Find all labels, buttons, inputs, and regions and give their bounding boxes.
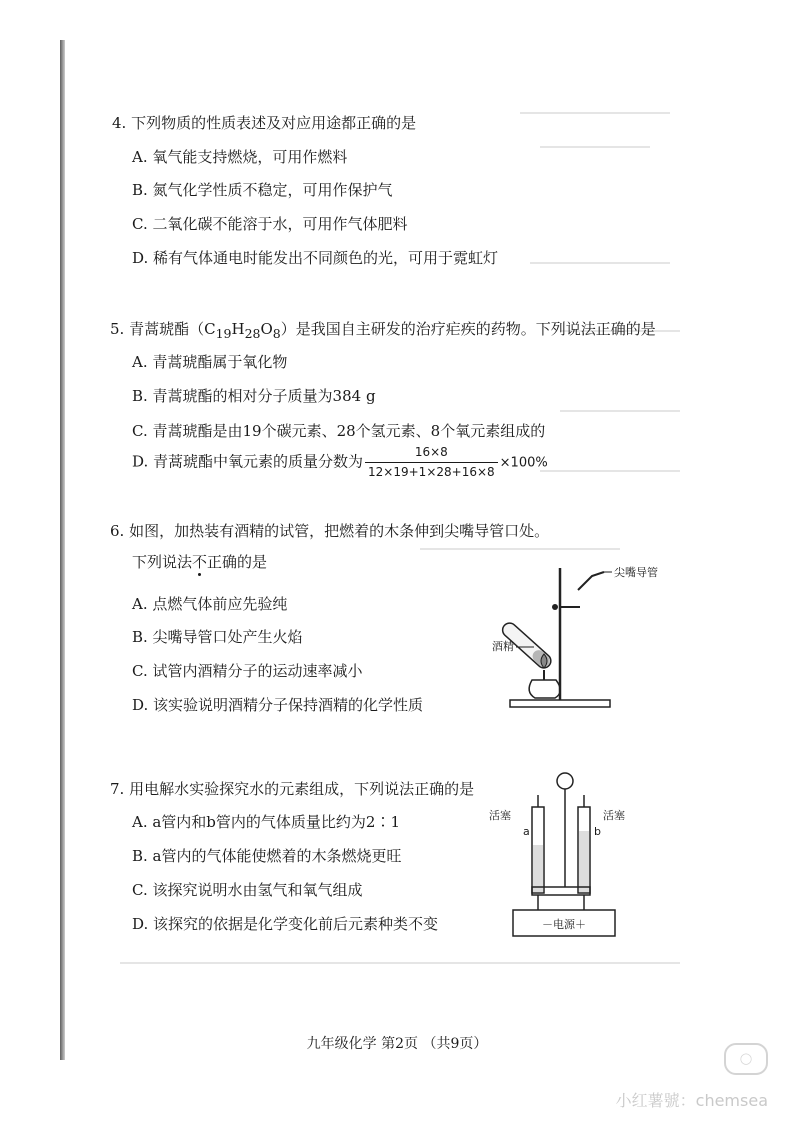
label-stopcock-right: 活塞 bbox=[603, 809, 625, 822]
bleed-through-mark bbox=[420, 548, 620, 550]
formula-subscript: 19 bbox=[215, 326, 232, 341]
bleed-through-mark bbox=[540, 470, 680, 472]
question-4-option-a: A. 氧气能支持燃烧，可用作燃料 bbox=[132, 148, 348, 166]
question-4-option-c: C. 二氧化碳不能溶于水，可用作气体肥料 bbox=[132, 215, 408, 233]
question-7-option-c: C. 该探究说明水由氢气和氧气组成 bbox=[132, 881, 363, 899]
question-4-option-d: D. 稀有气体通电时能发出不同颜色的光，可用于霓虹灯 bbox=[132, 249, 499, 267]
question-5-stem-before: 5. 青蒿琥酯（C bbox=[110, 320, 216, 338]
question-6-stem-line2 bbox=[132, 552, 267, 572]
label-tube-b: b bbox=[594, 825, 601, 838]
clamp-screw bbox=[552, 604, 558, 610]
fraction-denominator: 12×19+1×28+16×8 bbox=[365, 462, 498, 481]
stand-base bbox=[510, 700, 610, 707]
bleed-through-mark bbox=[520, 112, 670, 114]
formula-element: O bbox=[260, 320, 273, 338]
formula-subscript: 8 bbox=[272, 326, 281, 341]
alcohol-lamp bbox=[529, 680, 560, 698]
page-footer: 九年级化学 第2页 （共9页） bbox=[306, 1036, 488, 1052]
question-4-stem: 4. 下列物质的性质表述及对应用途都正确的是 bbox=[112, 114, 417, 132]
bleed-through-mark bbox=[560, 410, 680, 412]
question-6-option-b: B. 尖嘴导管口处产生火焰 bbox=[132, 628, 303, 646]
question-5-stem bbox=[110, 319, 656, 344]
question-7-stem: 7. 用电解水实验探究水的元素组成，下列说法正确的是 bbox=[110, 780, 475, 798]
tube-b-water bbox=[579, 831, 589, 892]
option-d-suffix: ×100% bbox=[499, 455, 548, 471]
bleed-through-mark bbox=[530, 262, 670, 264]
label-stopcock-left: 活塞 bbox=[489, 809, 511, 822]
question-7-option-b: B. a管内的气体能使燃着的木条燃烧更旺 bbox=[132, 847, 402, 865]
question-6-option-d: D. 该实验说明酒精分子保持酒精的化学性质 bbox=[132, 696, 424, 714]
question-5-stem-after: ）是我国自主研发的治疗疟疾的药物。下列说法正确的是 bbox=[280, 320, 656, 338]
reservoir-bulb bbox=[557, 773, 573, 789]
question-5-option-b: B. 青蒿琥酯的相对分子质量为384 g bbox=[132, 387, 376, 405]
formula-subscript: 28 bbox=[244, 326, 261, 341]
flame-icon bbox=[541, 654, 547, 668]
electrolysis-apparatus-diagram bbox=[485, 767, 645, 942]
heating-test-tube-diagram bbox=[480, 562, 658, 712]
stem-text: 正确的是 bbox=[207, 553, 268, 571]
question-6-option-c: C. 试管内酒精分子的运动速率减小 bbox=[132, 662, 363, 680]
label-nozzle: 尖嘴导管 bbox=[614, 566, 658, 579]
bleed-through-mark bbox=[540, 146, 650, 148]
bleed-through-mark bbox=[120, 962, 680, 964]
nozzle-tube bbox=[578, 572, 604, 590]
faint-stamp-mark: ◯ bbox=[724, 1043, 768, 1075]
fraction-numerator: 16×8 bbox=[414, 445, 448, 459]
label-power: －电源＋ bbox=[542, 918, 586, 931]
label-alcohol: 酒精 bbox=[492, 640, 514, 653]
label-tube-a: a bbox=[523, 825, 530, 838]
watermark: 小红薯號：chemsea bbox=[615, 1091, 768, 1110]
mass-fraction bbox=[365, 444, 498, 481]
question-5-option-a: A. 青蒿琥酯属于氧化物 bbox=[132, 353, 288, 371]
scan-edge-shadow bbox=[60, 40, 65, 1060]
question-6-option-a: A. 点燃气体前应先验纯 bbox=[132, 595, 288, 613]
option-d-prefix: D. 青蒿琥酯中氧元素的质量分数为 bbox=[132, 452, 364, 471]
emphasis-not: 不 bbox=[192, 553, 208, 571]
question-6-stem: 6. 如图，加热装有酒精的试管，把燃着的木条伸到尖嘴导管口处。 bbox=[110, 522, 550, 540]
formula-element: H bbox=[231, 320, 245, 338]
question-7-option-d: D. 该探究的依据是化学变化前后元素种类不变 bbox=[132, 915, 439, 933]
question-5-option-c: C. 青蒿琥酯是由19个碳元素、28个氢元素、8个氧元素组成的 bbox=[132, 422, 546, 440]
question-4-option-b: B. 氮气化学性质不稳定，可用作保护气 bbox=[132, 181, 393, 199]
question-7-option-a: A. a管内和b管内的气体质量比约为2∶1 bbox=[132, 813, 401, 831]
tube-a-water bbox=[533, 845, 543, 892]
stem-text: 下列说法 bbox=[132, 553, 193, 571]
question-5-option-d bbox=[132, 444, 548, 481]
